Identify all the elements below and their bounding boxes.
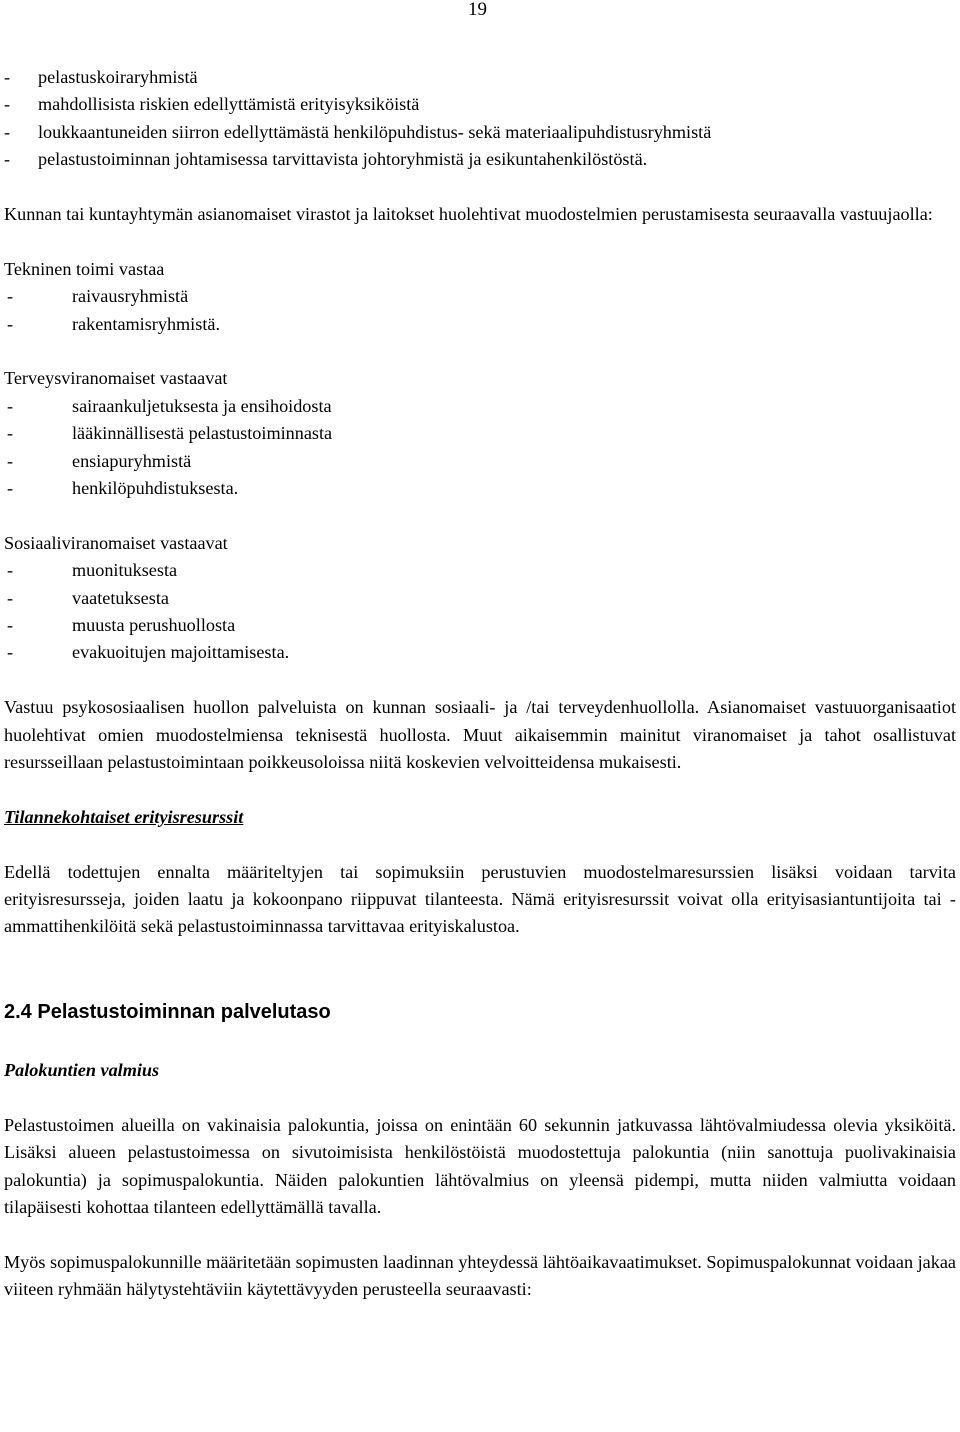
- list-item: - lääkinnällisestä pelastustoiminnasta: [7, 423, 333, 444]
- social-block: [4, 530, 956, 667]
- page-number: 19: [468, 0, 487, 20]
- document-body: [4, 64, 956, 1304]
- readiness-paragraph: Pelastustoimen alueilla on vakinaisia palokuntia, joissa on enintään 60 sekunnin jatkuvassa lähtövalmiudessa olevia yksiköitä. Lisäksi alueen pelastustoimessa on sivutoimisista henkilöstöistä muodostettuja palokuntia (niin sanottuja puolivakinaisia palokuntia) ja sopimuspalokuntia. Näiden palokuntien lähtövalmius on yleensä pidempi, mutta niiden valmiutta voidaan tilapäisesti kohottaa tilanteen edellyttämällä tavalla.: [4, 1114, 956, 1217]
- list-item: - loukkaantuneiden siirron edellyttämästä henkilöpuhdistus- sekä materiaalipuhdistusryhmistä: [4, 121, 712, 142]
- section-heading: 2.4 Pelastustoiminnan palvelutaso: [4, 1000, 331, 1023]
- health-block: [4, 365, 956, 502]
- list-item: - muusta perushuollosta: [7, 615, 236, 636]
- list-item: - vaatetuksesta: [7, 587, 169, 608]
- health-heading: Terveysviranomaiset vastaavat: [4, 368, 228, 389]
- list-item: - ensiapuryhmistä: [7, 450, 192, 471]
- list-item: - muonituksesta: [7, 560, 178, 581]
- list-item: - pelastuskoiraryhmistä: [4, 67, 198, 87]
- list-item: - pelastustoiminnan johtamisessa tarvittavista johtoryhmistä ja esikuntahenkilöstöstä.: [4, 149, 648, 170]
- special-resources-paragraph: Edellä todettujen ennalta määriteltyjen tai sopimuksiin perustuvien muodostelmaresurssien lisäksi voidaan tarvita erityisresursseja, joiden laatu ja kokoonpano riippuvat tilanteesta. Nämä erityisresurssit voivat olla erityisasiantuntijoita tai -ammattihenkilöitä sekä pelastustoiminnassa tarvittavaa erityiskalustoa.: [4, 861, 956, 937]
- readiness-paragraph-2: Myös sopimuspalokunnille määritetään sopimusten laadinnan yhteydessä lähtöaikavaatimukset. Sopimuspalokunnat voidaan jakaa viiteen ryhmään hälytystehtäviin käytettävyyden perusteella seuraavasti:: [4, 1251, 956, 1300]
- list-item: - evakuoitujen majoittamisesta.: [7, 642, 290, 663]
- list-item: - sairaankuljetuksesta ja ensihoidosta: [7, 395, 332, 416]
- special-resources-heading: Tilannekohtaiset erityisresurssit: [4, 806, 244, 827]
- technical-heading: Tekninen toimi vastaa: [4, 258, 165, 279]
- list-item: - raivausryhmistä: [7, 286, 189, 307]
- social-heading: Sosiaaliviranomaiset vastaavat: [4, 532, 228, 553]
- responsibility-paragraph: Kunnan tai kuntayhtymän asianomaiset virastot ja laitokset huolehtivat muodostelmien perustamisesta seuraavalla vastuujaolla:: [4, 204, 933, 225]
- intro-list: [4, 64, 956, 174]
- technical-block: [4, 256, 956, 338]
- list-item: - mahdollisista riskien edellyttämistä erityisyksiköistä: [4, 94, 420, 115]
- readiness-heading: Palokuntien valmius: [4, 1059, 160, 1080]
- list-item: - rakentamisryhmistä.: [7, 313, 220, 334]
- list-item: - henkilöpuhdistuksesta.: [7, 478, 239, 499]
- psychosocial-paragraph: Vastuu psykososiaalisen huollon palveluista on kunnan sosiaali- ja /tai terveydenhuollolla. Asianomaiset vastuuorganisaatiot huolehtivat omien muodostelmiensa teknisestä huollosta. Muut aikaisemmin mainitut viranomaiset ja tahot osallistuvat resursseillaan pelastustoimintaan poikkeusoloissa niitä koskevien velvoitteidensa mukaisesti.: [4, 697, 956, 773]
